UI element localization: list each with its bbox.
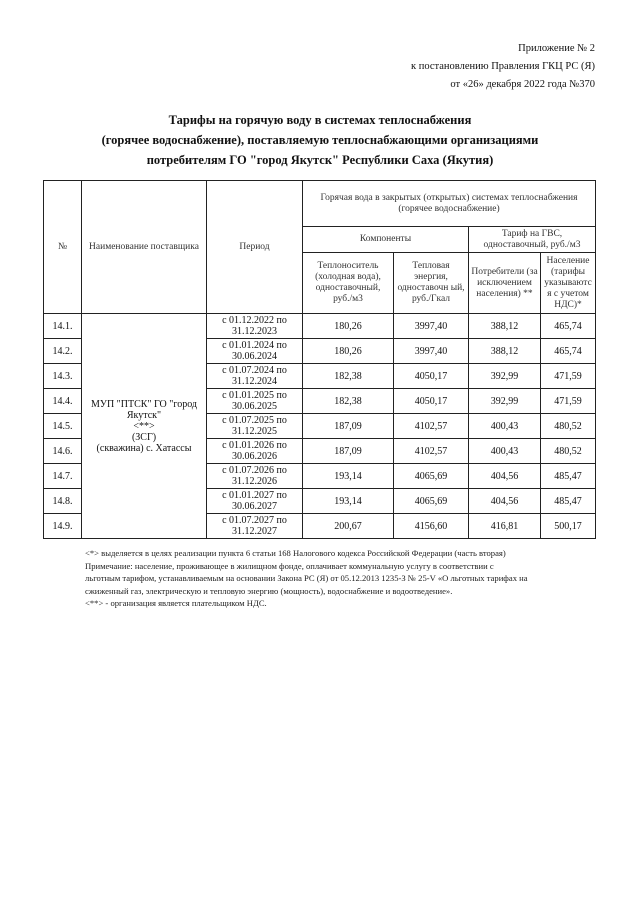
- header-period: Период: [207, 181, 303, 314]
- table-row: [44, 314, 596, 339]
- row-population: 465,74: [541, 339, 596, 364]
- tariff-table: [43, 180, 596, 539]
- header-hot-water: Горячая вода в закрытых (открытых) системах теплоснабжения (горячее водоснабжение): [303, 181, 596, 227]
- row-consumers: 388,12: [469, 314, 541, 339]
- supplier-location: (скважина) с. Хатассы: [96, 442, 192, 454]
- row-num: 14.5.: [44, 414, 82, 439]
- row-population: 471,59: [541, 389, 596, 414]
- header-num: №: [44, 181, 82, 314]
- header-gvs-tariff: Тариф на ГВС, одноставочный, руб./м3: [469, 227, 596, 253]
- footnote-note-2: льготным тарифом, устанавливаемым на основании Закона РС (Я) от 05.12.2013 1235-З № 25-V «О льготных тарифах на: [85, 573, 528, 583]
- header-heat-energy: Тепловая энергия, одноставочн ый, руб./Гкал: [394, 253, 469, 314]
- row-heat-carrier: 187,09: [303, 439, 394, 464]
- row-heat-energy: 4065,69: [394, 489, 469, 514]
- row-heat-energy: 4156,60: [394, 514, 469, 539]
- row-heat-energy: 4102,57: [394, 439, 469, 464]
- row-population: 480,52: [541, 414, 596, 439]
- row-population: 500,17: [541, 514, 596, 539]
- row-period: с 01.01.2024 по 30.06.2024: [207, 339, 303, 364]
- row-heat-energy: 3997,40: [394, 314, 469, 339]
- row-num: 14.8.: [44, 489, 82, 514]
- appendix-resolution: к постановлению Правления ГКЦ РС (Я): [411, 61, 595, 72]
- title-line-2: (горячее водоснабжение), поставляемую теплоснабжающими организациями: [101, 133, 539, 147]
- row-population: 465,74: [541, 314, 596, 339]
- row-heat-carrier: 193,14: [303, 464, 394, 489]
- row-period: с 01.01.2025 по 30.06.2025: [207, 389, 303, 414]
- supplier-cell: [82, 314, 207, 539]
- row-num: 14.1.: [44, 314, 82, 339]
- row-period: с 01.07.2025 по 31.12.2025: [207, 414, 303, 439]
- footnote-vat: <*> выделяется в целях реализации пункта 6 статьи 168 Налогового кодекса Российской Федерации (часть вторая): [85, 548, 506, 558]
- row-heat-carrier: 200,67: [303, 514, 394, 539]
- row-heat-carrier: 182,38: [303, 389, 394, 414]
- row-num: 14.2.: [44, 339, 82, 364]
- row-population: 471,59: [541, 364, 596, 389]
- footnotes: [85, 547, 605, 610]
- row-period: с 01.07.2027 по 31.12.2027: [207, 514, 303, 539]
- row-num: 14.9.: [44, 514, 82, 539]
- footnote-vat-payer: <**> - организация является плательщиком НДС.: [85, 598, 267, 608]
- row-consumers: 392,99: [469, 389, 541, 414]
- row-period: с 01.07.2024 по 31.12.2024: [207, 364, 303, 389]
- row-num: 14.3.: [44, 364, 82, 389]
- header-components: Компоненты: [303, 227, 469, 253]
- row-heat-carrier: 193,14: [303, 489, 394, 514]
- row-num: 14.6.: [44, 439, 82, 464]
- header-population: Население (тарифы указываютс я с учетом НДС)*: [541, 253, 596, 314]
- row-period: с 01.01.2026 по 30.06.2026: [207, 439, 303, 464]
- row-heat-energy: 4065,69: [394, 464, 469, 489]
- row-consumers: 404,56: [469, 489, 541, 514]
- row-consumers: 392,99: [469, 364, 541, 389]
- appendix-number: Приложение № 2: [518, 43, 595, 54]
- row-population: 485,47: [541, 464, 596, 489]
- row-period: с 01.01.2027 по 30.06.2027: [207, 489, 303, 514]
- row-population: 485,47: [541, 489, 596, 514]
- row-heat-energy: 4050,17: [394, 364, 469, 389]
- row-consumers: 416,81: [469, 514, 541, 539]
- header-supplier: Наименование поставщика: [82, 181, 207, 314]
- row-consumers: 400,43: [469, 439, 541, 464]
- document-title: [40, 110, 600, 170]
- row-period: с 01.12.2022 по 31.12.2023: [207, 314, 303, 339]
- row-population: 480,52: [541, 439, 596, 464]
- title-line-1: Тарифы на горячую воду в системах теплоснабжения: [168, 113, 472, 127]
- row-heat-carrier: 187,09: [303, 414, 394, 439]
- row-period: с 01.07.2026 по 31.12.2026: [207, 464, 303, 489]
- appendix-header: [411, 40, 595, 94]
- row-heat-energy: 4050,17: [394, 389, 469, 414]
- footnote-note-3: сжиженный газ, электрическую и тепловую энергию (мощность), водоснабжение и водоотведение».: [85, 585, 453, 596]
- footnote-note-1: Примечание: население, проживающее в жилищном фонде, оплачивает коммунальную услугу в соответствии с: [85, 560, 494, 571]
- row-heat-carrier: 180,26: [303, 339, 394, 364]
- row-consumers: 400,43: [469, 414, 541, 439]
- row-heat-energy: 3997,40: [394, 339, 469, 364]
- header-heat-carrier: Теплоноситель (холодная вода), одноставочный, руб./м3: [303, 253, 394, 314]
- row-num: 14.4.: [44, 389, 82, 414]
- row-consumers: 404,56: [469, 464, 541, 489]
- row-heat-energy: 4102,57: [394, 414, 469, 439]
- supplier-name: МУП "ПТСК" ГО "город Якутск": [90, 398, 197, 421]
- supplier-vat-mark: <**>: [133, 420, 155, 432]
- row-heat-carrier: 180,26: [303, 314, 394, 339]
- title-line-3: потребителям ГО "город Якутск" Республики Саха (Якутия): [146, 153, 494, 167]
- row-heat-carrier: 182,38: [303, 364, 394, 389]
- row-num: 14.7.: [44, 464, 82, 489]
- appendix-date: от «26» декабря 2022 года №370: [450, 79, 595, 90]
- supplier-zone: (ЗСГ): [131, 431, 157, 443]
- row-consumers: 388,12: [469, 339, 541, 364]
- header-consumers: Потребители (за исключением населения) **: [469, 253, 541, 314]
